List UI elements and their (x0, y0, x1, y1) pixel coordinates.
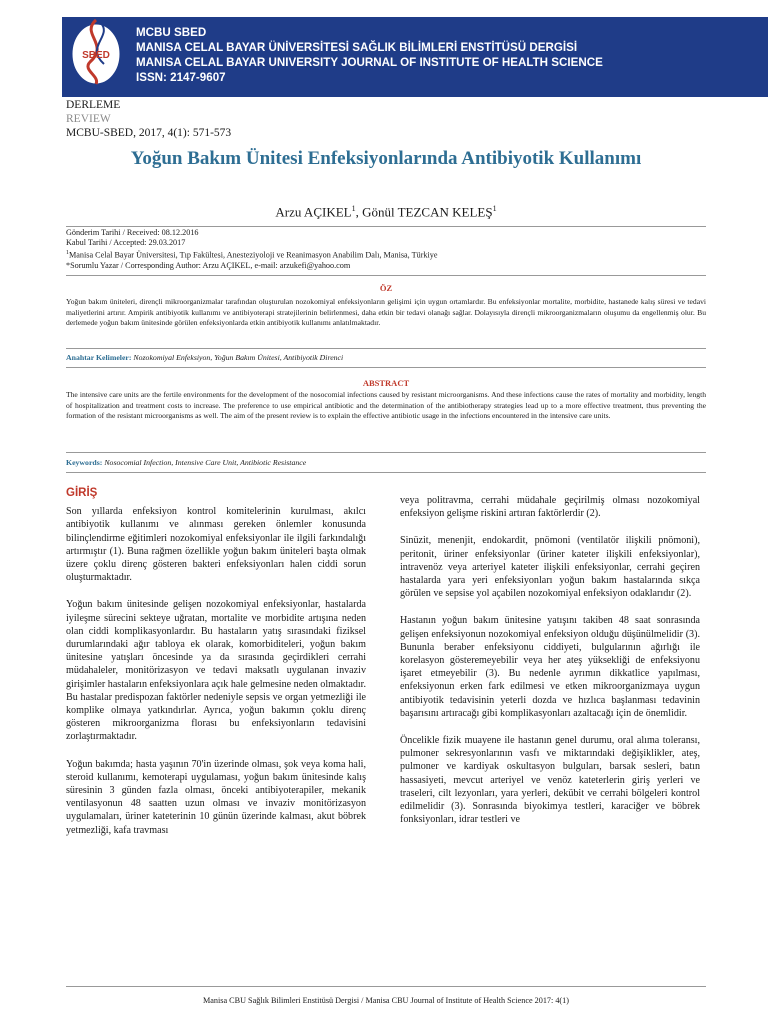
journal-issn: ISSN: 2147-9607 (136, 71, 226, 84)
author-2: Gönül TEZCAN KELEŞ (362, 204, 493, 220)
author-separator: , (355, 204, 363, 220)
banner-text (136, 25, 761, 85)
abstract-heading: ABSTRACT (362, 378, 410, 388)
body-left-column (66, 487, 366, 851)
article-meta (66, 98, 231, 140)
divider (66, 275, 706, 276)
paragraph: Sinüzit, menenjit, endokardit, pnömoni (ventilatör ilişkili pnömoni), peritonit, üriner enfeksiyonlar (üriner kateter ilişkili enfeksiyonlar), intravenöz veya arteriyel kateter ilişkili enfeksiyonlar, cerrahi geçiren hastalarda yara yeri enfeksiyonları yoğun bakım hastalarında sıkça görülen ve sepsise yol açabilen nozokomiyal enfeksiyon odaklarıdır (2). (400, 535, 700, 600)
paragraph: Yoğun bakımda; hasta yaşının 70'in üzerinde olması, şok veya koma hali, steroid kullanımı, kemoterapi uygulaması, yoğun bakım ünitesinde kalış süresinin 3 günden fazla olması, önceki antibiyoterapiler, mekanik ventilasyonun 48 saatten uzun olması ve invaziv monitörizasyon uygulamaları, üriner kateterinin 10 günün üzerinde kalması, akut böbrek yetmezliği, kafa travması (66, 758, 366, 836)
journal-logo (70, 14, 122, 86)
paragraph: Hastanın yoğun bakım ünitesine yatışını takiben 48 saat sonrasında gelişen enfeksiyonun nozokomiyal enfeksiyon olduğu düşünülmelidir (3). Bununla beraber enfeksiyonu ciddiyeti, bulgularının ağırlığı ile korelasyon gösteremeyebilir veya her ateş yüksekliği de enfeksiyonu işaret etmeyebilir (3). Bu nedenle ayrımın dikkatlice yapılması, enfeksiyonun erken fark edilmesi ve etken mikroorganizmaya uygun antibiyotik tedavisinin yeterli dozda ve hızlıca başlanması tedavinin başarısını artıracağı gibi komplikasyonları azaltacağı için de önemlidir. (400, 615, 700, 719)
paragraph: Öncelikle fizik muayene ile hastanın genel durumu, oral alıma toleransı, pulmoner sekresyonlarının vasfı ve miktarındaki değişiklikler, ateş, pulmoner ve kardiyak oskultasyon bulguları, barsak sesleri, batın hassasiyeti, mevcut arteriyel ve venöz kateterlerin giriş yerleri ve traseleri, cilt lezyonları, yara yerleri, dekübit ve cerrahi bölgeleri kontrol edilmelidir (3). Sonrasında biyokimya testleri, karaciğer ve böbrek fonksiyonları, idrar testleri ve (400, 735, 700, 826)
divider (66, 226, 706, 227)
abstract-keywords (66, 458, 706, 467)
author-1: Arzu AÇIKEL (275, 204, 352, 220)
dates-block (66, 228, 706, 271)
divider (66, 367, 706, 368)
oz-keywords (66, 353, 706, 362)
page-footer: Manisa CBU Sağlık Bilimleri Enstitüsü Dergisi / Manisa CBU Journal of Institute of Health Science 2017: 4(1) (203, 996, 569, 1005)
footer-divider (66, 986, 706, 987)
affiliation: $^1$Manisa Celal Bayar Üniversitesi, Tıp Fakültesi, Anesteziyoloji ve Reanimasyon Anabilim Dalı, Manisa, Türkiye (66, 250, 438, 260)
divider (66, 472, 706, 473)
abstract-keywords-value: Nosocomial Infection, Intensive Care Unit, Antibiotic Resistance (104, 458, 307, 467)
oz-text: Yoğun bakım üniteleri, dirençli mikroorganizmalar tarafından oluşturulan nozokomiyal enfeksiyonların gelişimi için uygun ortamlardır. Bu enfeksiyonlar mortalite, morbidite, hastanede kalış süresi ve tedavi maliyetlerini artırır. Ampirik antibiyotik kullanımı ve antibiyoterapi stratejilerinin belirlenmesi, daha etkin bir tedavi olanağı sağlar. Dolayısıyla dirençli mikroorganizmaların oluşumu da engellenmiş olur. Bu derlemede yoğun bakım ünitesinde görülen enfeksiyonlarda etkin antibiyotik kullanımı anlatılmaktadır. (66, 297, 706, 328)
journal-short-name: MCBU SBED (136, 26, 207, 39)
citation: MCBU-SBED, 2017, 4(1): 571-573 (66, 127, 232, 139)
received-date: Gönderim Tarihi / Received: 08.12.2016 (66, 228, 199, 237)
logo-text: SBED (82, 50, 110, 61)
article-type-tr: DERLEME (66, 99, 121, 111)
paragraph: Son yıllarda enfeksiyon kontrol komitelerinin kurulması, akılcı antibiyotik kullanımı ve alınması gereken önlemler konusunda bilinçlendirme eğitimleri nozokomiyal enfeksiyonlar ile ilgili farkındalığı artırmıştır (1). Buna rağmen özellikle yoğun bakım üniteleri başta olmak üzere çoklu direnç gösteren bakteri enfeksiyonları halen ciddi sorun oluşturmaktadır. (66, 506, 366, 584)
divider (66, 348, 706, 349)
author-2-affil: 1 (492, 204, 497, 213)
oz-keywords-label: Anahtar Kelimeler: (66, 353, 132, 362)
journal-name-tr: MANISA CELAL BAYAR ÜNİVERSİTESİ SAĞLIK BİLİMLERİ ENSTİTÜSÜ DERGİSİ (136, 41, 578, 54)
corresponding-author: *Sorumlu Yazar / Corresponding Author: Arzu AÇIKEL, e-mail: arzukefi@yahoo.com (66, 260, 351, 270)
divider (66, 452, 706, 453)
article-type-en: REVIEW (66, 113, 111, 125)
paragraph: veya politravma, cerrahi müdahale geçirilmiş olması nozokomiyal enfeksiyon gelişme riskini artıran faktörlerdir (2). (400, 495, 700, 520)
author-1-affil: 1 (351, 204, 356, 213)
oz-heading: ÖZ (379, 283, 393, 293)
body-right-column (400, 494, 700, 840)
abstract-text: The intensive care units are the fertile environments for the development of the nosocomial infections caused by resistant microorganisms. And these infections cause the rates of mortality and morbidity, length of hospitalization and treatment costs to increase. The preference to use empirical antibiotic and the determination of the antibiotherapy strategies lead up to a more effective treatment, thus preventing the formation of the resistant microorganisms as well. The aim of the present review is to explain the effective antibiotic usage in the infections encountered in the intensive care units. (66, 390, 706, 421)
article-title: Yoğun Bakım Ünitesi Enfeksiyonlarında Antibiyotik Kullanımı (130, 148, 642, 169)
abstract-keywords-label: Keywords: (66, 458, 103, 467)
authors (66, 204, 706, 220)
intro-heading: GİRİŞ (66, 487, 98, 499)
paragraph: Yoğun bakım ünitesinde gelişen nozokomiyal enfeksiyonlar, hastalarda iyileşme sürecini sekteye uğratan, mortalite ve morbidite artışına neden olan ciddi komplikasyonlardır. Bu hastaların yatış sırasındaki fiziksel durumlarındaki ağır tabloya ek olarak, komorbiditeleri, yoğun bakım ünitesine yatışları öncesinde ya da sırasında geçirdikleri cerrahi müdahaleler, monitörizasyon ve tedavi maksatlı uygulanan invaziv girişimler hastaların enfeksiyonlara açık hale gelmesine neden olmaktadır. Bu hastalar predispozan faktörler nedeniyle sepsis ve organ yetmezliği ile komplike olmaya yatkındırlar. Ayrıca, yoğun bakımın çoklu direnç gösteren mikroorganizma florası bu enfeksiyonların tedavisini zorlaştırmaktadır. (66, 599, 366, 743)
journal-name-en: MANISA CELAL BAYAR UNIVERSITY JOURNAL OF INSTITUTE OF HEALTH SCIENCE (136, 56, 603, 69)
accepted-date: Kabul Tarihi / Accepted: 29.03.2017 (66, 238, 186, 247)
oz-keywords-value: Nozokomiyal Enfeksiyon, Yoğun Bakım Ünitesi, Antibiyotik Direnci (133, 353, 344, 362)
